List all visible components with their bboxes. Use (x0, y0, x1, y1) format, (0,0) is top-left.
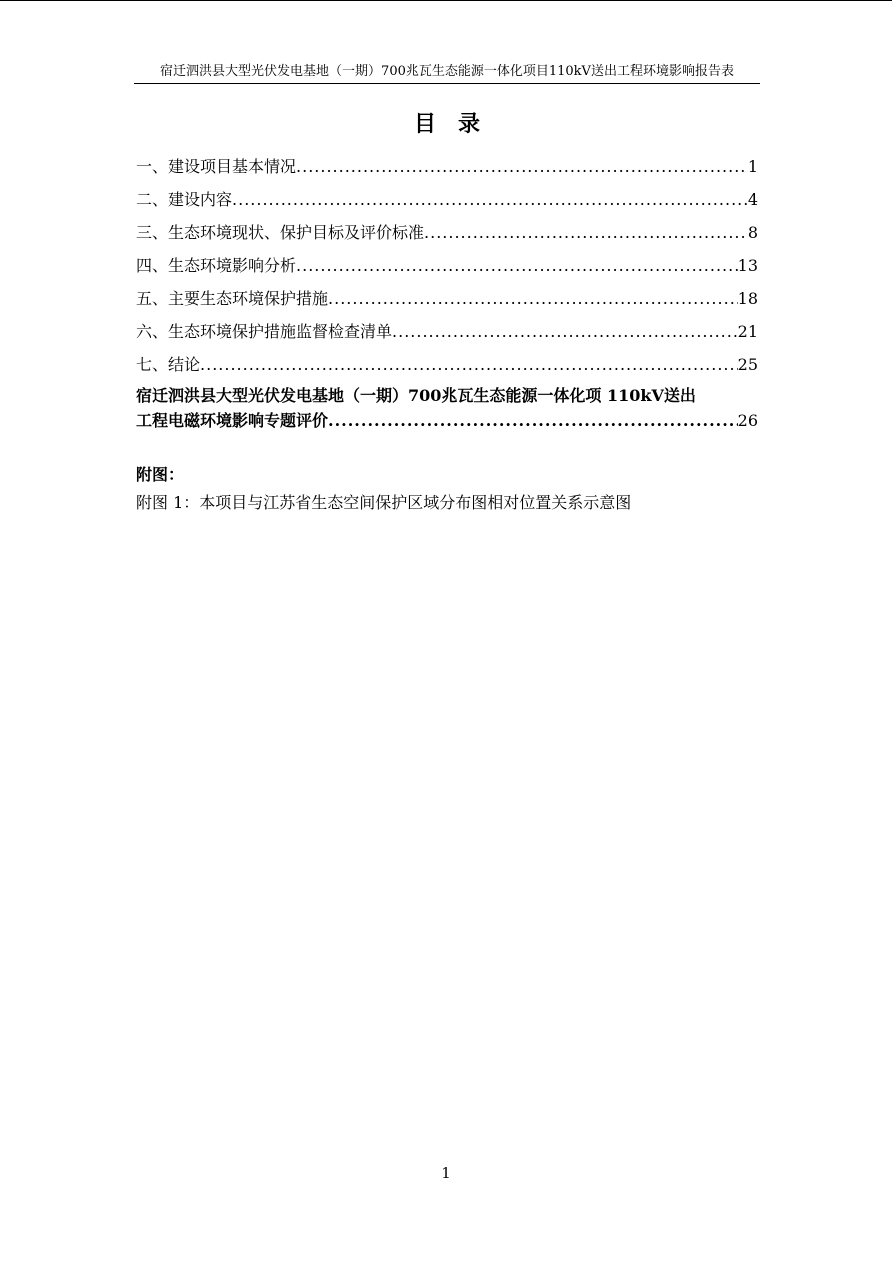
toc-title: 目 录 (413, 111, 480, 137)
appendix-heading: 附图： (136, 465, 185, 484)
toc-entry-page: 4 (747, 190, 758, 209)
toc-entry[interactable] (136, 315, 758, 348)
toc-entry-label: 三、生态环境现状、保护目标及评价标准 (136, 223, 425, 242)
toc-dot-leader (296, 150, 748, 183)
toc-dot-leader (424, 216, 748, 249)
toc-entry-label: 一、建设项目基本情况 (136, 157, 297, 176)
toc-dot-leader (296, 249, 738, 282)
toc-entry[interactable] (136, 282, 758, 315)
toc-entry[interactable] (136, 216, 758, 249)
toc-entry-label: 二、建设内容 (136, 190, 233, 209)
toc-dot-leader (200, 348, 738, 381)
header-rule (134, 83, 760, 84)
toc-entry-special-line2-row (136, 408, 758, 433)
toc-entry-page: 26 (737, 411, 758, 430)
toc-entry-page: 18 (737, 289, 758, 308)
toc-entry[interactable] (136, 249, 758, 282)
toc-entry[interactable] (136, 150, 758, 183)
toc-entry[interactable] (136, 348, 758, 381)
toc-entry[interactable] (136, 183, 758, 216)
page-number: 1 (441, 1164, 451, 1182)
toc-entry-label: 五、主要生态环境保护措施 (136, 289, 329, 308)
page-top-border (0, 0, 892, 1)
toc-list (136, 150, 758, 433)
toc-entry-special-line2: 工程电磁环境影响专题评价 (136, 411, 329, 430)
toc-dot-leader (232, 183, 748, 216)
toc-dot-leader (328, 282, 738, 315)
toc-dot-leader (328, 408, 738, 433)
toc-entry-page: 1 (747, 157, 758, 176)
toc-entry-page: 8 (747, 223, 758, 242)
toc-entry-label: 七、结论 (136, 355, 201, 374)
toc-entry-label: 四、生态环境影响分析 (136, 256, 297, 275)
appendix-item[interactable]: 附图 1：本项目与江苏省生态空间保护区域分布图相对位置关系示意图 (136, 493, 632, 512)
toc-entry-page: 25 (737, 355, 758, 374)
toc-entry-special-report[interactable] (136, 383, 758, 433)
toc-entry-label: 六、生态环境保护措施监督检查清单 (136, 322, 393, 341)
toc-entry-page: 21 (737, 322, 758, 341)
running-header: 宿迁泗洪县大型光伏发电基地（一期）700兆瓦生态能源一体化项目110kV送出工程环境影响报告表 (160, 64, 734, 79)
toc-entry-page: 13 (737, 256, 758, 275)
toc-dot-leader (392, 315, 738, 348)
toc-entry-special-line1: 宿迁泗洪县大型光伏发电基地（一期）700兆瓦生态能源一体化项 110kV送出 (136, 386, 696, 405)
